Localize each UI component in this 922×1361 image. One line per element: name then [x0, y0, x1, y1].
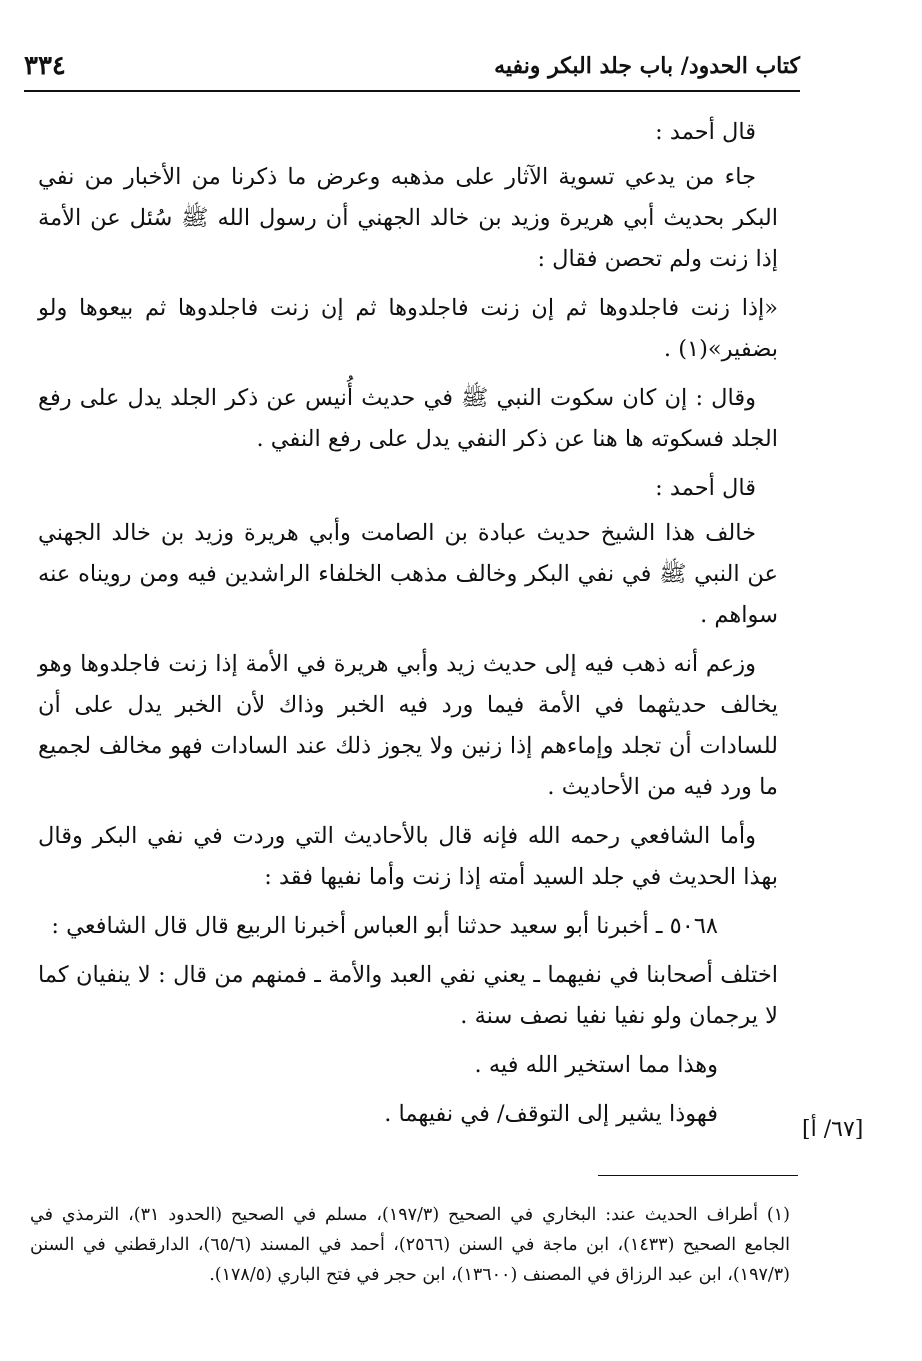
page-number: ٣٣٤: [24, 51, 66, 81]
paragraph: وقال : إن كان سكوت النبي ﷺ في حديث أُنيس عن ذكر الجلد يدل على رفع الجلد فسكوته ها هنا عن ذكر النفي يدل على رفع النفي .: [38, 385, 778, 452]
footnote: (١) أطراف الحديث عند: البخاري في الصحيح (١٩٧/٣)، مسلم في الصحيح (الحدود ٣١)، الترمذي في الجامع الصحيح (١٤٣٣)، ابن ماجة في السنن (٢٥٦٦)، أحمد في المسند (٦٥/٦)، الدارقطني في السنن (١٩٧/٣)، ابن عبد الرزاق في المصنف (١٣٦٠٠)، ابن حجر في فتح الباري (١٧٨/٥).: [30, 1205, 790, 1285]
paragraph: وأما الشافعي رحمه الله فإنه قال بالأحاديث التي وردت في نفي البكر وقال بهذا الحديث في جلد السيد أمته إذا زنت وأما نفيها فقد :: [38, 823, 778, 890]
paragraph: وزعم أنه ذهب فيه إلى حديث زيد وأبي هريرة في الأمة إذا زنت فاجلدوها وهو يخالف حديثهما في الأمة فيما ورد فيه الخبر وذاك لأن الخبر يدل على أن للسادات أن تجلد وإماءهم إذا زنين ولا يجوز ذلك عند السادات فهو مخالف لجميع ما ورد فيه من الأحاديث .: [38, 651, 778, 800]
paragraph: خالف هذا الشيخ حديث عبادة بن الصامت وأبي هريرة وزيد بن خالد الجهني عن النبي ﷺ في نفي البكر وخالف مذهب الخلفاء الراشدين فيه ومن رويناه عنه سواهم .: [38, 520, 778, 628]
main-text: [38, 112, 778, 1143]
paragraph: وهذا مما استخير الله فيه .: [474, 1052, 718, 1078]
manuscript-folio-ref: [٦٧/ أ]: [802, 1117, 864, 1142]
paragraph: جاء من يدعي تسوية الآثار على مذهبه وعرض ما ذكرنا من الأخبار من نفي البكر بحديث أبي هريرة وزيد بن خالد الجهني أن رسول الله ﷺ سُئل عن الأمة إذا زنت ولم تحصن فقال :: [38, 164, 778, 272]
running-title: كتاب الحدود/ باب جلد البكر ونفيه: [494, 53, 800, 79]
paragraph-label: قال أحمد :: [655, 475, 756, 501]
hadith-number-line: ٥٠٦٨ ـ أخبرنا أبو سعيد حدثنا أبو العباس أخبرنا الربيع قال قال الشافعي :: [51, 913, 718, 939]
paragraph: فهوذا يشير إلى التوقف/ في نفيهما .: [384, 1101, 718, 1127]
hadith-quote: «إذا زنت فاجلدوها ثم إن زنت فاجلدوها ثم إن زنت فاجلدوها ثم بيعوها ولو بضفير»(١) .: [38, 295, 778, 362]
page-header: [24, 42, 800, 92]
paragraph-label: قال أحمد :: [655, 119, 756, 145]
paragraph: اختلف أصحابنا في نفيهما ـ يعني نفي العبد والأمة ـ فمنهم من قال : لا ينفيان كما لا يرجمان ولو نفيا نفيا نصف سنة .: [38, 962, 778, 1029]
footnote-divider: [598, 1175, 798, 1176]
